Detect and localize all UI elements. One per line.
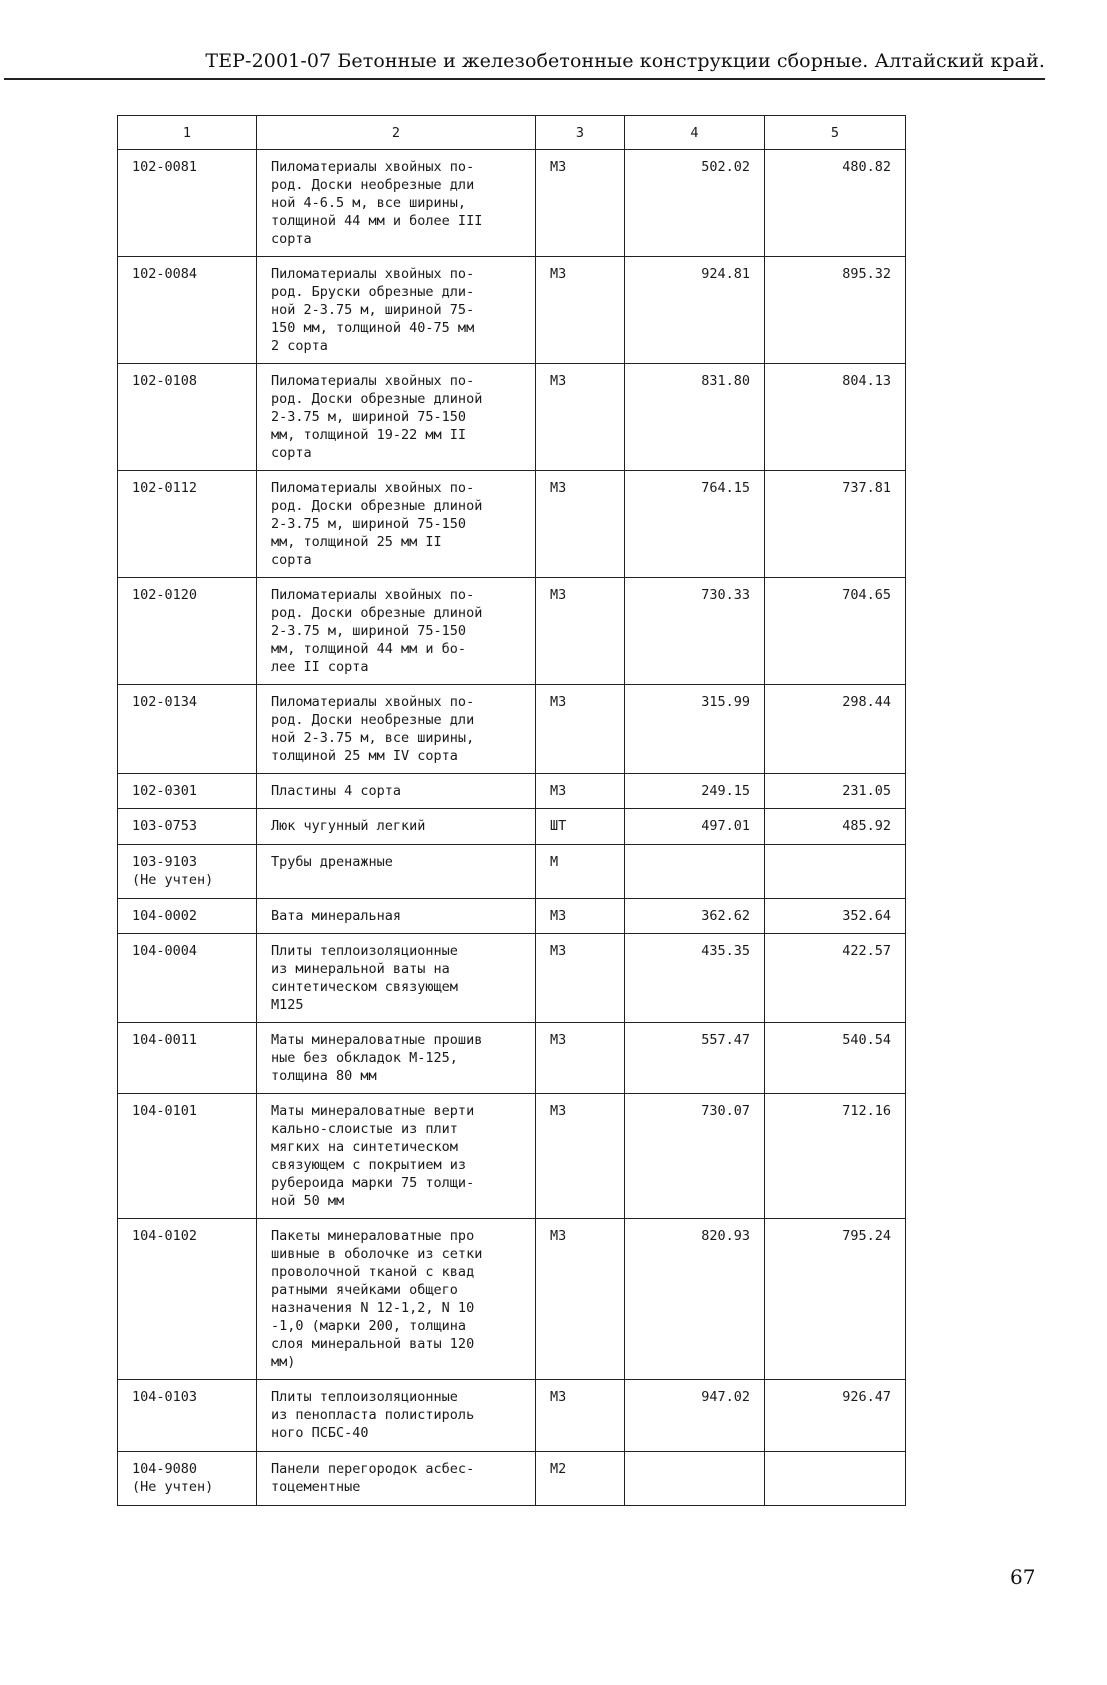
cell-unit: ШТ	[536, 809, 625, 845]
cell-unit: М3	[536, 899, 625, 934]
table-row	[118, 845, 906, 899]
cell-name: Пиломатериалы хвойных по- род. Доски необрезные дли ной 4-6.5 м, все ширины, толщиной 44 мм и более III сорта	[257, 150, 536, 257]
cell-code: 102-0112	[118, 471, 257, 578]
header-rule	[4, 78, 1045, 80]
cell-code: 102-0081	[118, 150, 257, 257]
cell-value-5: 485.92	[765, 809, 906, 845]
cell-unit: М2	[536, 1452, 625, 1506]
cell-code: 102-0108	[118, 364, 257, 471]
cell-value-5: 704.65	[765, 578, 906, 685]
cell-value-5: 298.44	[765, 685, 906, 774]
cell-unit: М3	[536, 1380, 625, 1452]
cell-name: Панели перегородок асбес- тоцементные	[257, 1452, 536, 1506]
table-row	[118, 471, 906, 578]
cell-code: 102-0301	[118, 774, 257, 809]
cell-value-4: 730.07	[625, 1094, 765, 1219]
cell-value-5: 795.24	[765, 1219, 906, 1380]
table-row	[118, 685, 906, 774]
cell-unit: М3	[536, 1023, 625, 1094]
cell-value-4	[625, 1452, 765, 1506]
cell-unit: М3	[536, 364, 625, 471]
cell-name: Пластины 4 сорта	[257, 774, 536, 809]
cell-code: 102-0134	[118, 685, 257, 774]
cell-value-4: 502.02	[625, 150, 765, 257]
cell-value-5: 737.81	[765, 471, 906, 578]
table-row	[118, 899, 906, 934]
cell-code: 103-0753	[118, 809, 257, 845]
cell-name: Трубы дренажные	[257, 845, 536, 899]
cell-name: Пакеты минераловатные про шивные в оболочке из сетки проволочной тканой с квад ратными ячейками общего назначения N 12-1,2, N 10 -1,0 (марки 200, толщина слоя минеральной ваты 120 мм)	[257, 1219, 536, 1380]
table-row	[118, 1094, 906, 1219]
table-row	[118, 809, 906, 845]
cell-unit: М3	[536, 1094, 625, 1219]
cell-name: Пиломатериалы хвойных по- род. Бруски обрезные дли- ной 2-3.75 м, шириной 75- 150 мм, толщиной 40-75 мм 2 сорта	[257, 257, 536, 364]
cell-value-4: 435.35	[625, 934, 765, 1023]
cell-name: Вата минеральная	[257, 899, 536, 934]
cell-name: Плиты теплоизоляционные из пенопласта полистироль ного ПСБС-40	[257, 1380, 536, 1452]
table-row	[118, 1380, 906, 1452]
cell-value-5	[765, 1452, 906, 1506]
cell-code: 104-0004	[118, 934, 257, 1023]
cell-code: 104-0002	[118, 899, 257, 934]
page-number: 67	[1010, 1565, 1036, 1589]
column-header-3: 3	[536, 116, 625, 150]
page-header-title: ТЕР-2001-07 Бетонные и железобетонные конструкции сборные. Алтайский край.	[205, 50, 1045, 72]
cell-value-5: 712.16	[765, 1094, 906, 1219]
cell-value-5: 480.82	[765, 150, 906, 257]
cell-value-5: 926.47	[765, 1380, 906, 1452]
cell-value-4: 947.02	[625, 1380, 765, 1452]
cell-value-4: 362.62	[625, 899, 765, 934]
table-row	[118, 1452, 906, 1506]
cell-value-5: 231.05	[765, 774, 906, 809]
cell-value-4: 924.81	[625, 257, 765, 364]
cell-code: 104-0102	[118, 1219, 257, 1380]
cell-code: 102-0120	[118, 578, 257, 685]
table-header-row	[118, 116, 906, 150]
cell-value-4: 730.33	[625, 578, 765, 685]
cell-code: 103-9103 (Не учтен)	[118, 845, 257, 899]
cell-code: 104-0103	[118, 1380, 257, 1452]
cell-unit: М	[536, 845, 625, 899]
cell-unit: М3	[536, 150, 625, 257]
cell-unit: М3	[536, 774, 625, 809]
cell-name: Пиломатериалы хвойных по- род. Доски обрезные длиной 2-3.75 м, шириной 75-150 мм, толщиной 44 мм и бо- лее II сорта	[257, 578, 536, 685]
cell-name: Пиломатериалы хвойных по- род. Доски необрезные дли ной 2-3.75 м, все ширины, толщиной 25 мм IV сорта	[257, 685, 536, 774]
cell-name: Маты минераловатные верти кально-слоистые из плит мягких на синтетическом связующем с покрытием из рубероида марки 75 толщи- ной 50 мм	[257, 1094, 536, 1219]
column-header-4: 4	[625, 116, 765, 150]
cell-name: Маты минераловатные прошив ные без обкладок М-125, толщина 80 мм	[257, 1023, 536, 1094]
table-row	[118, 150, 906, 257]
column-header-5: 5	[765, 116, 906, 150]
cell-value-4: 764.15	[625, 471, 765, 578]
column-header-2: 2	[257, 116, 536, 150]
cell-code: 104-0011	[118, 1023, 257, 1094]
cell-value-4: 497.01	[625, 809, 765, 845]
cell-unit: М3	[536, 934, 625, 1023]
cell-name: Пиломатериалы хвойных по- род. Доски обрезные длиной 2-3.75 м, шириной 75-150 мм, толщиной 19-22 мм II сорта	[257, 364, 536, 471]
table-row	[118, 1023, 906, 1094]
cell-name: Плиты теплоизоляционные из минеральной ваты на синтетическом связующем М125	[257, 934, 536, 1023]
table-row	[118, 934, 906, 1023]
cell-code: 102-0084	[118, 257, 257, 364]
table-row	[118, 774, 906, 809]
cell-value-5: 804.13	[765, 364, 906, 471]
cell-value-4: 315.99	[625, 685, 765, 774]
cell-unit: М3	[536, 1219, 625, 1380]
cell-unit: М3	[536, 471, 625, 578]
table-row	[118, 364, 906, 471]
cell-code: 104-9080 (Не учтен)	[118, 1452, 257, 1506]
column-header-1: 1	[118, 116, 257, 150]
cell-value-4	[625, 845, 765, 899]
cell-unit: М3	[536, 685, 625, 774]
cell-value-5	[765, 845, 906, 899]
table-row	[118, 257, 906, 364]
cell-value-5: 352.64	[765, 899, 906, 934]
cell-value-4: 249.15	[625, 774, 765, 809]
cell-value-5: 895.32	[765, 257, 906, 364]
cell-code: 104-0101	[118, 1094, 257, 1219]
cell-unit: М3	[536, 257, 625, 364]
cell-value-4: 820.93	[625, 1219, 765, 1380]
table-row	[118, 578, 906, 685]
cell-value-4: 831.80	[625, 364, 765, 471]
price-table	[117, 115, 906, 1506]
cell-name: Люк чугунный легкий	[257, 809, 536, 845]
cell-value-5: 422.57	[765, 934, 906, 1023]
cell-value-4: 557.47	[625, 1023, 765, 1094]
cell-value-5: 540.54	[765, 1023, 906, 1094]
cell-unit: М3	[536, 578, 625, 685]
table-row	[118, 1219, 906, 1380]
cell-name: Пиломатериалы хвойных по- род. Доски обрезные длиной 2-3.75 м, шириной 75-150 мм, толщиной 25 мм II сорта	[257, 471, 536, 578]
